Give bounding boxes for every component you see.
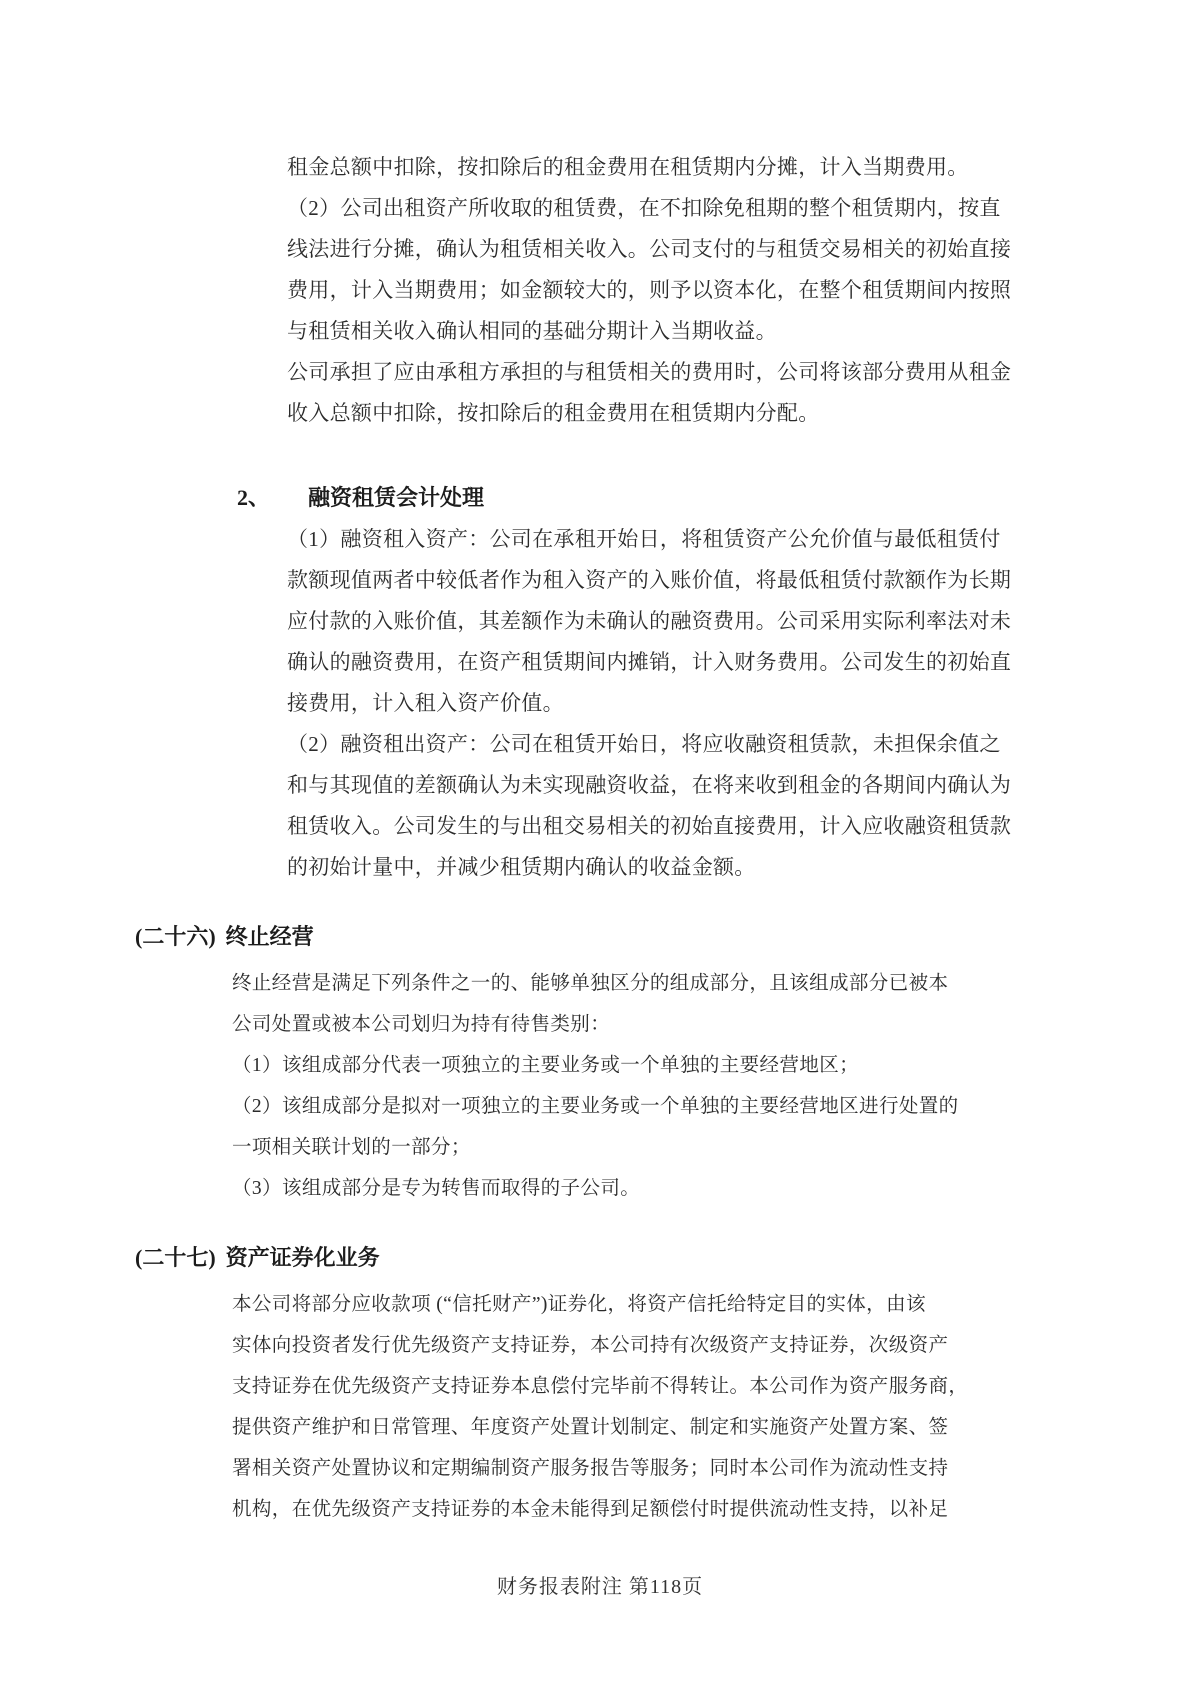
text-line: 提供资产维护和日常管理、年度资产处置计划制定、制定和实施资产处置方案、签: [232, 1417, 949, 1438]
text-line: 本公司将部分应收款项 (“信托财产”)证券化，将资产信托给特定目的实体，由该: [232, 1294, 926, 1315]
subsection-heading: [0, 477, 1200, 518]
text-line: 的初始计量中，并减少租赁期内确认的收益金额。: [287, 855, 756, 879]
text-line: （2）公司出租资产所收取的租赁费，在不扣除免租期的整个租赁期内，按直: [287, 196, 1001, 220]
text-line: 支持证券在优先级资产支持证券本息偿付完毕前不得转让。本公司作为资产服务商，: [232, 1376, 969, 1397]
paragraph-block: [0, 1284, 1200, 1530]
text-line: 线法进行分摊，确认为租赁相关收入。公司支付的与租赁交易相关的初始直接: [287, 237, 1012, 261]
paragraph-block: [0, 519, 1200, 888]
section-heading: [0, 1237, 1200, 1278]
text-line: 公司处置或被本公司划归为持有待售类别：: [232, 1014, 611, 1035]
text-line: （1）融资租入资产：公司在承租开始日，将租赁资产公允价值与最低租赁付: [287, 527, 1001, 551]
text-line: 一项相关联计划的一部分；: [232, 1137, 471, 1158]
paragraph-block: [0, 963, 1200, 1209]
text-line: （2）融资租出资产：公司在租赁开始日，将应收融资租赁款，未担保余值之: [287, 732, 1001, 756]
text-line: 和与其现值的差额确认为未实现融资收益，在将来收到租金的各期间内确认为: [287, 773, 1012, 797]
page-footer: 财务报表附注 第118页: [496, 1576, 704, 1598]
heading-title: 融资租赁会计处理: [308, 485, 485, 510]
text-line: 署相关资产处置协议和定期编制资产服务报告等服务；同时本公司作为流动性支持: [232, 1458, 949, 1479]
text-line: 机构，在优先级资产支持证券的本金未能得到足额偿付时提供流动性支持，以补足: [232, 1499, 949, 1520]
text-line: 确认的融资费用，在资产租赁期间内摊销，计入财务费用。公司发生的初始直: [287, 650, 1012, 674]
heading-title: 终止经营: [225, 924, 314, 949]
text-line: （3）该组成部分是专为转售而取得的子公司。: [232, 1178, 641, 1199]
text-line: 租赁收入。公司发生的与出租交易相关的初始直接费用，计入应收融资租赁款: [287, 814, 1012, 838]
text-line: 租金总额中扣除，按扣除后的租金费用在租赁期内分摊，计入当期费用。: [287, 155, 969, 179]
heading-number: 2、: [237, 485, 271, 510]
heading-title: 资产证券化业务: [225, 1245, 380, 1270]
text-line: 应付款的入账价值，其差额作为未确认的融资费用。公司采用实际利率法对未: [287, 609, 1012, 633]
paragraph-block: [0, 147, 1200, 434]
text-line: （1）该组成部分代表一项独立的主要业务或一个单独的主要经营地区；: [232, 1055, 860, 1076]
text-line: 费用，计入当期费用；如金额较大的，则予以资本化，在整个租赁期间内按照: [287, 278, 1012, 302]
text-line: 与租赁相关收入确认相同的基础分期计入当期收益。: [287, 319, 777, 343]
text-line: 实体向投资者发行优先级资产支持证券，本公司持有次级资产支持证券，次级资产: [232, 1335, 949, 1356]
text-line: 公司承担了应由承租方承担的与租赁相关的费用时，公司将该部分费用从租金: [287, 360, 1012, 384]
text-line: 接费用，计入租入资产价值。: [287, 691, 564, 715]
text-line: 收入总额中扣除，按扣除后的租金费用在租赁期内分配。: [287, 401, 820, 425]
text-line: 款额现值两者中较低者作为租入资产的入账价值，将最低租赁付款额作为长期: [287, 568, 1012, 592]
text-line: （2）该组成部分是拟对一项独立的主要业务或一个单独的主要经营地区进行处置的: [232, 1096, 959, 1117]
heading-number: (二十七): [135, 1245, 216, 1270]
section-heading: [0, 916, 1200, 957]
heading-number: (二十六): [135, 924, 216, 949]
text-line: 终止经营是满足下列条件之一的、能够单独区分的组成部分，且该组成部分已被本: [232, 973, 949, 994]
